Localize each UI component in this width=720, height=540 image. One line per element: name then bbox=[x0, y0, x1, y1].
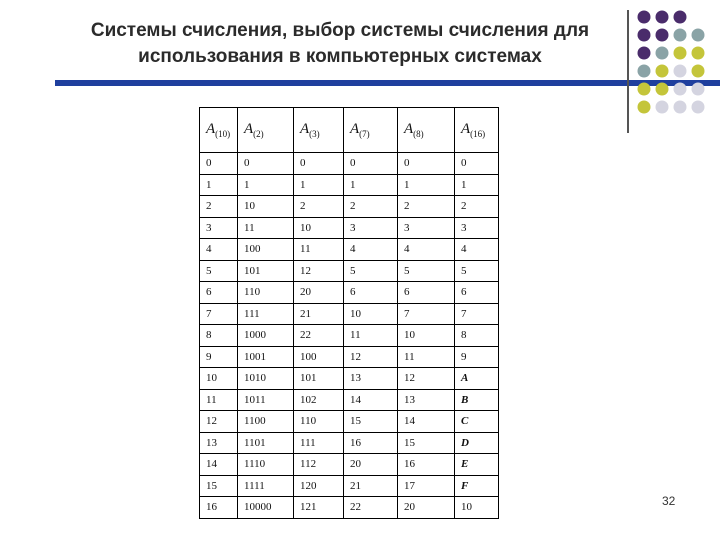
title-line-2: использования в компьютерных системах bbox=[138, 46, 542, 67]
table-row bbox=[200, 368, 499, 390]
table-cell: 7 bbox=[455, 303, 499, 325]
table-cell: 6 bbox=[398, 282, 455, 304]
table-cell: 2 bbox=[455, 196, 499, 218]
table-cell: 1 bbox=[200, 174, 238, 196]
table-cell: 13 bbox=[398, 389, 455, 411]
header-subscript: (2) bbox=[253, 129, 264, 139]
table-cell: 4 bbox=[200, 239, 238, 261]
header-subscript: (10) bbox=[215, 129, 231, 139]
header-base: A bbox=[404, 121, 414, 137]
header-subscript: (16) bbox=[470, 129, 486, 139]
table-cell: 14 bbox=[344, 389, 398, 411]
table-cell: 12 bbox=[294, 260, 344, 282]
table-cell: 8 bbox=[455, 325, 499, 347]
table-cell: 7 bbox=[398, 303, 455, 325]
title-line-1: Системы счисления, выбор системы счисления для bbox=[90, 20, 590, 41]
table-cell: 4 bbox=[398, 239, 455, 261]
table-cell: 112 bbox=[294, 454, 344, 476]
table-cell: 16 bbox=[344, 432, 398, 454]
table-row bbox=[200, 239, 499, 261]
table-cell: 1 bbox=[344, 174, 398, 196]
table-cell: 1101 bbox=[238, 432, 294, 454]
table-cell: 0 bbox=[294, 153, 344, 175]
header-base: A bbox=[244, 121, 254, 137]
header-subscript: (7) bbox=[359, 129, 370, 139]
table-cell: 5 bbox=[455, 260, 499, 282]
number-systems-table bbox=[199, 107, 499, 519]
table-cell: 1 bbox=[238, 174, 294, 196]
table-row bbox=[200, 454, 499, 476]
table-cell: 9 bbox=[200, 346, 238, 368]
table-cell: 2 bbox=[294, 196, 344, 218]
table-cell: F bbox=[455, 475, 499, 497]
column-header bbox=[200, 108, 238, 153]
column-header bbox=[238, 108, 294, 153]
table-cell: 1 bbox=[398, 174, 455, 196]
table-cell: 10 bbox=[344, 303, 398, 325]
table-row bbox=[200, 432, 499, 454]
table-cell: 12 bbox=[344, 346, 398, 368]
table-row bbox=[200, 153, 499, 175]
table-cell: 20 bbox=[398, 497, 455, 519]
table-row bbox=[200, 475, 499, 497]
page-number: 32 bbox=[662, 494, 676, 508]
table-cell: 120 bbox=[294, 475, 344, 497]
table-cell: 121 bbox=[294, 497, 344, 519]
table-cell: 110 bbox=[294, 411, 344, 433]
table-body bbox=[200, 153, 499, 519]
table-cell: 10 bbox=[238, 196, 294, 218]
table-row bbox=[200, 497, 499, 519]
table-cell: 102 bbox=[294, 389, 344, 411]
column-header bbox=[294, 108, 344, 153]
table-cell: 2 bbox=[344, 196, 398, 218]
table-cell: 21 bbox=[344, 475, 398, 497]
table-cell: 4 bbox=[455, 239, 499, 261]
table-cell: 10 bbox=[200, 368, 238, 390]
table-cell: 10000 bbox=[238, 497, 294, 519]
table-cell: 22 bbox=[344, 497, 398, 519]
table-cell: 9 bbox=[455, 346, 499, 368]
table-cell: 22 bbox=[294, 325, 344, 347]
table-cell: 100 bbox=[238, 239, 294, 261]
table-cell: 1 bbox=[294, 174, 344, 196]
column-header bbox=[398, 108, 455, 153]
table-cell: 12 bbox=[200, 411, 238, 433]
table-cell: 14 bbox=[398, 411, 455, 433]
header-base: A bbox=[350, 121, 360, 137]
table-cell: 111 bbox=[238, 303, 294, 325]
table-cell: 10 bbox=[455, 497, 499, 519]
table-cell: 16 bbox=[200, 497, 238, 519]
header-subscript: (8) bbox=[413, 129, 424, 139]
table-cell: 6 bbox=[200, 282, 238, 304]
table-cell: 11 bbox=[238, 217, 294, 239]
table-cell: 3 bbox=[200, 217, 238, 239]
table-cell: 3 bbox=[455, 217, 499, 239]
table-cell: 15 bbox=[398, 432, 455, 454]
table-cell: 15 bbox=[344, 411, 398, 433]
table-cell: 20 bbox=[294, 282, 344, 304]
table-cell: 1110 bbox=[238, 454, 294, 476]
decorative-vertical-line bbox=[627, 10, 629, 133]
table-cell: 1000 bbox=[238, 325, 294, 347]
table-cell: 11 bbox=[200, 389, 238, 411]
column-header bbox=[455, 108, 499, 153]
table-cell: 5 bbox=[200, 260, 238, 282]
table-cell: 1010 bbox=[238, 368, 294, 390]
table-cell: A bbox=[455, 368, 499, 390]
table-row bbox=[200, 260, 499, 282]
column-header bbox=[344, 108, 398, 153]
table-cell: 11 bbox=[344, 325, 398, 347]
table-cell: 7 bbox=[200, 303, 238, 325]
table-cell: 11 bbox=[294, 239, 344, 261]
table-cell: 2 bbox=[200, 196, 238, 218]
table-cell: 5 bbox=[398, 260, 455, 282]
table-cell: 20 bbox=[344, 454, 398, 476]
table-cell: E bbox=[455, 454, 499, 476]
table-cell: 1011 bbox=[238, 389, 294, 411]
table-cell: 1100 bbox=[238, 411, 294, 433]
table-cell: 5 bbox=[344, 260, 398, 282]
table-cell: 6 bbox=[344, 282, 398, 304]
title-underline bbox=[55, 80, 720, 86]
table-cell: 16 bbox=[398, 454, 455, 476]
table-cell: 111 bbox=[294, 432, 344, 454]
table-cell: 6 bbox=[455, 282, 499, 304]
table-row bbox=[200, 411, 499, 433]
table-row bbox=[200, 346, 499, 368]
table-cell: 1 bbox=[455, 174, 499, 196]
table-cell: C bbox=[455, 411, 499, 433]
table-cell: 3 bbox=[344, 217, 398, 239]
table-cell: 1001 bbox=[238, 346, 294, 368]
table-cell: 15 bbox=[200, 475, 238, 497]
decorative-dots-icon bbox=[636, 9, 720, 119]
table-cell: D bbox=[455, 432, 499, 454]
table-row bbox=[200, 217, 499, 239]
table-row bbox=[200, 174, 499, 196]
table-cell: 0 bbox=[344, 153, 398, 175]
table-cell: 0 bbox=[398, 153, 455, 175]
table-header-row bbox=[200, 108, 499, 153]
table-cell: 0 bbox=[238, 153, 294, 175]
header-base: A bbox=[300, 121, 310, 137]
table-cell: 101 bbox=[238, 260, 294, 282]
table-cell: 4 bbox=[344, 239, 398, 261]
header-base: A bbox=[461, 121, 471, 137]
table-cell: 100 bbox=[294, 346, 344, 368]
table-cell: 2 bbox=[398, 196, 455, 218]
table-row bbox=[200, 303, 499, 325]
table-cell: 17 bbox=[398, 475, 455, 497]
table-row bbox=[200, 282, 499, 304]
table-cell: 13 bbox=[344, 368, 398, 390]
table-row bbox=[200, 196, 499, 218]
table-cell: 0 bbox=[455, 153, 499, 175]
header-base: A bbox=[206, 121, 216, 137]
table-cell: 8 bbox=[200, 325, 238, 347]
table-cell: 13 bbox=[200, 432, 238, 454]
table-cell: 21 bbox=[294, 303, 344, 325]
table-cell: 14 bbox=[200, 454, 238, 476]
slide-title bbox=[60, 18, 620, 70]
table-cell: 0 bbox=[200, 153, 238, 175]
table-cell: 101 bbox=[294, 368, 344, 390]
table-cell: 1111 bbox=[238, 475, 294, 497]
table-cell: 10 bbox=[398, 325, 455, 347]
table-cell: 11 bbox=[398, 346, 455, 368]
table-cell: B bbox=[455, 389, 499, 411]
header-subscript: (3) bbox=[309, 129, 320, 139]
table-cell: 12 bbox=[398, 368, 455, 390]
table-row bbox=[200, 325, 499, 347]
table-row bbox=[200, 389, 499, 411]
table-cell: 10 bbox=[294, 217, 344, 239]
table-cell: 110 bbox=[238, 282, 294, 304]
table-cell: 3 bbox=[398, 217, 455, 239]
